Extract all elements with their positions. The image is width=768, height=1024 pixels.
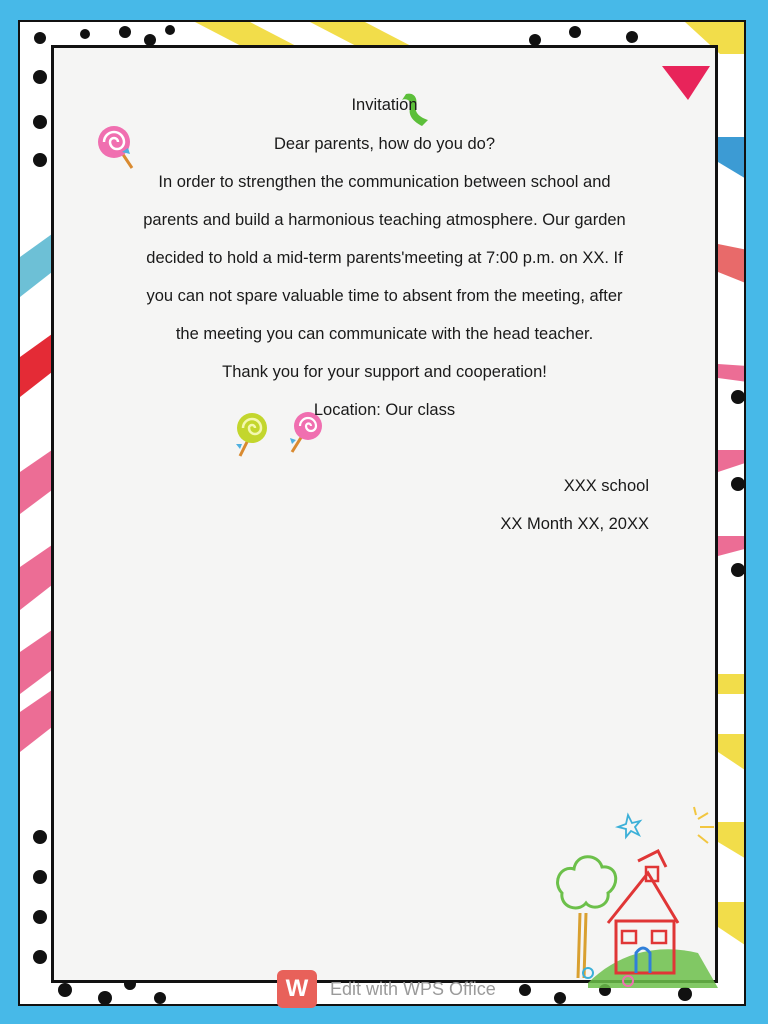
- letter-date: XX Month XX, 20XX: [500, 515, 649, 533]
- school-house-icon: [548, 803, 718, 988]
- letter-body-line: parents and build a harmonious teaching atmosphere. Our garden: [143, 211, 626, 229]
- letter-thanks: Thank you for your support and cooperation!: [222, 363, 547, 381]
- letter-title: Invitation: [351, 96, 418, 114]
- wps-logo-icon[interactable]: W: [277, 970, 317, 1008]
- letter-paper: [51, 45, 718, 983]
- edit-with-wps-link[interactable]: Edit with WPS Office: [330, 979, 496, 999]
- letter-location: Location: Our class: [313, 401, 456, 419]
- letter-body-line: decided to hold a mid-term parents'meeting at 7:00 p.m. on XX. If: [146, 249, 623, 267]
- letter-body-line: you can not spare valuable time to absent from the meeting, after: [146, 287, 623, 305]
- letter-signature: XXX school: [563, 477, 649, 495]
- letter-greeting: Dear parents, how do you do?: [273, 135, 496, 153]
- letter-body-line: In order to strengthen the communication between school and: [158, 173, 611, 191]
- letter-body-line: the meeting you can communicate with the head teacher.: [175, 325, 594, 343]
